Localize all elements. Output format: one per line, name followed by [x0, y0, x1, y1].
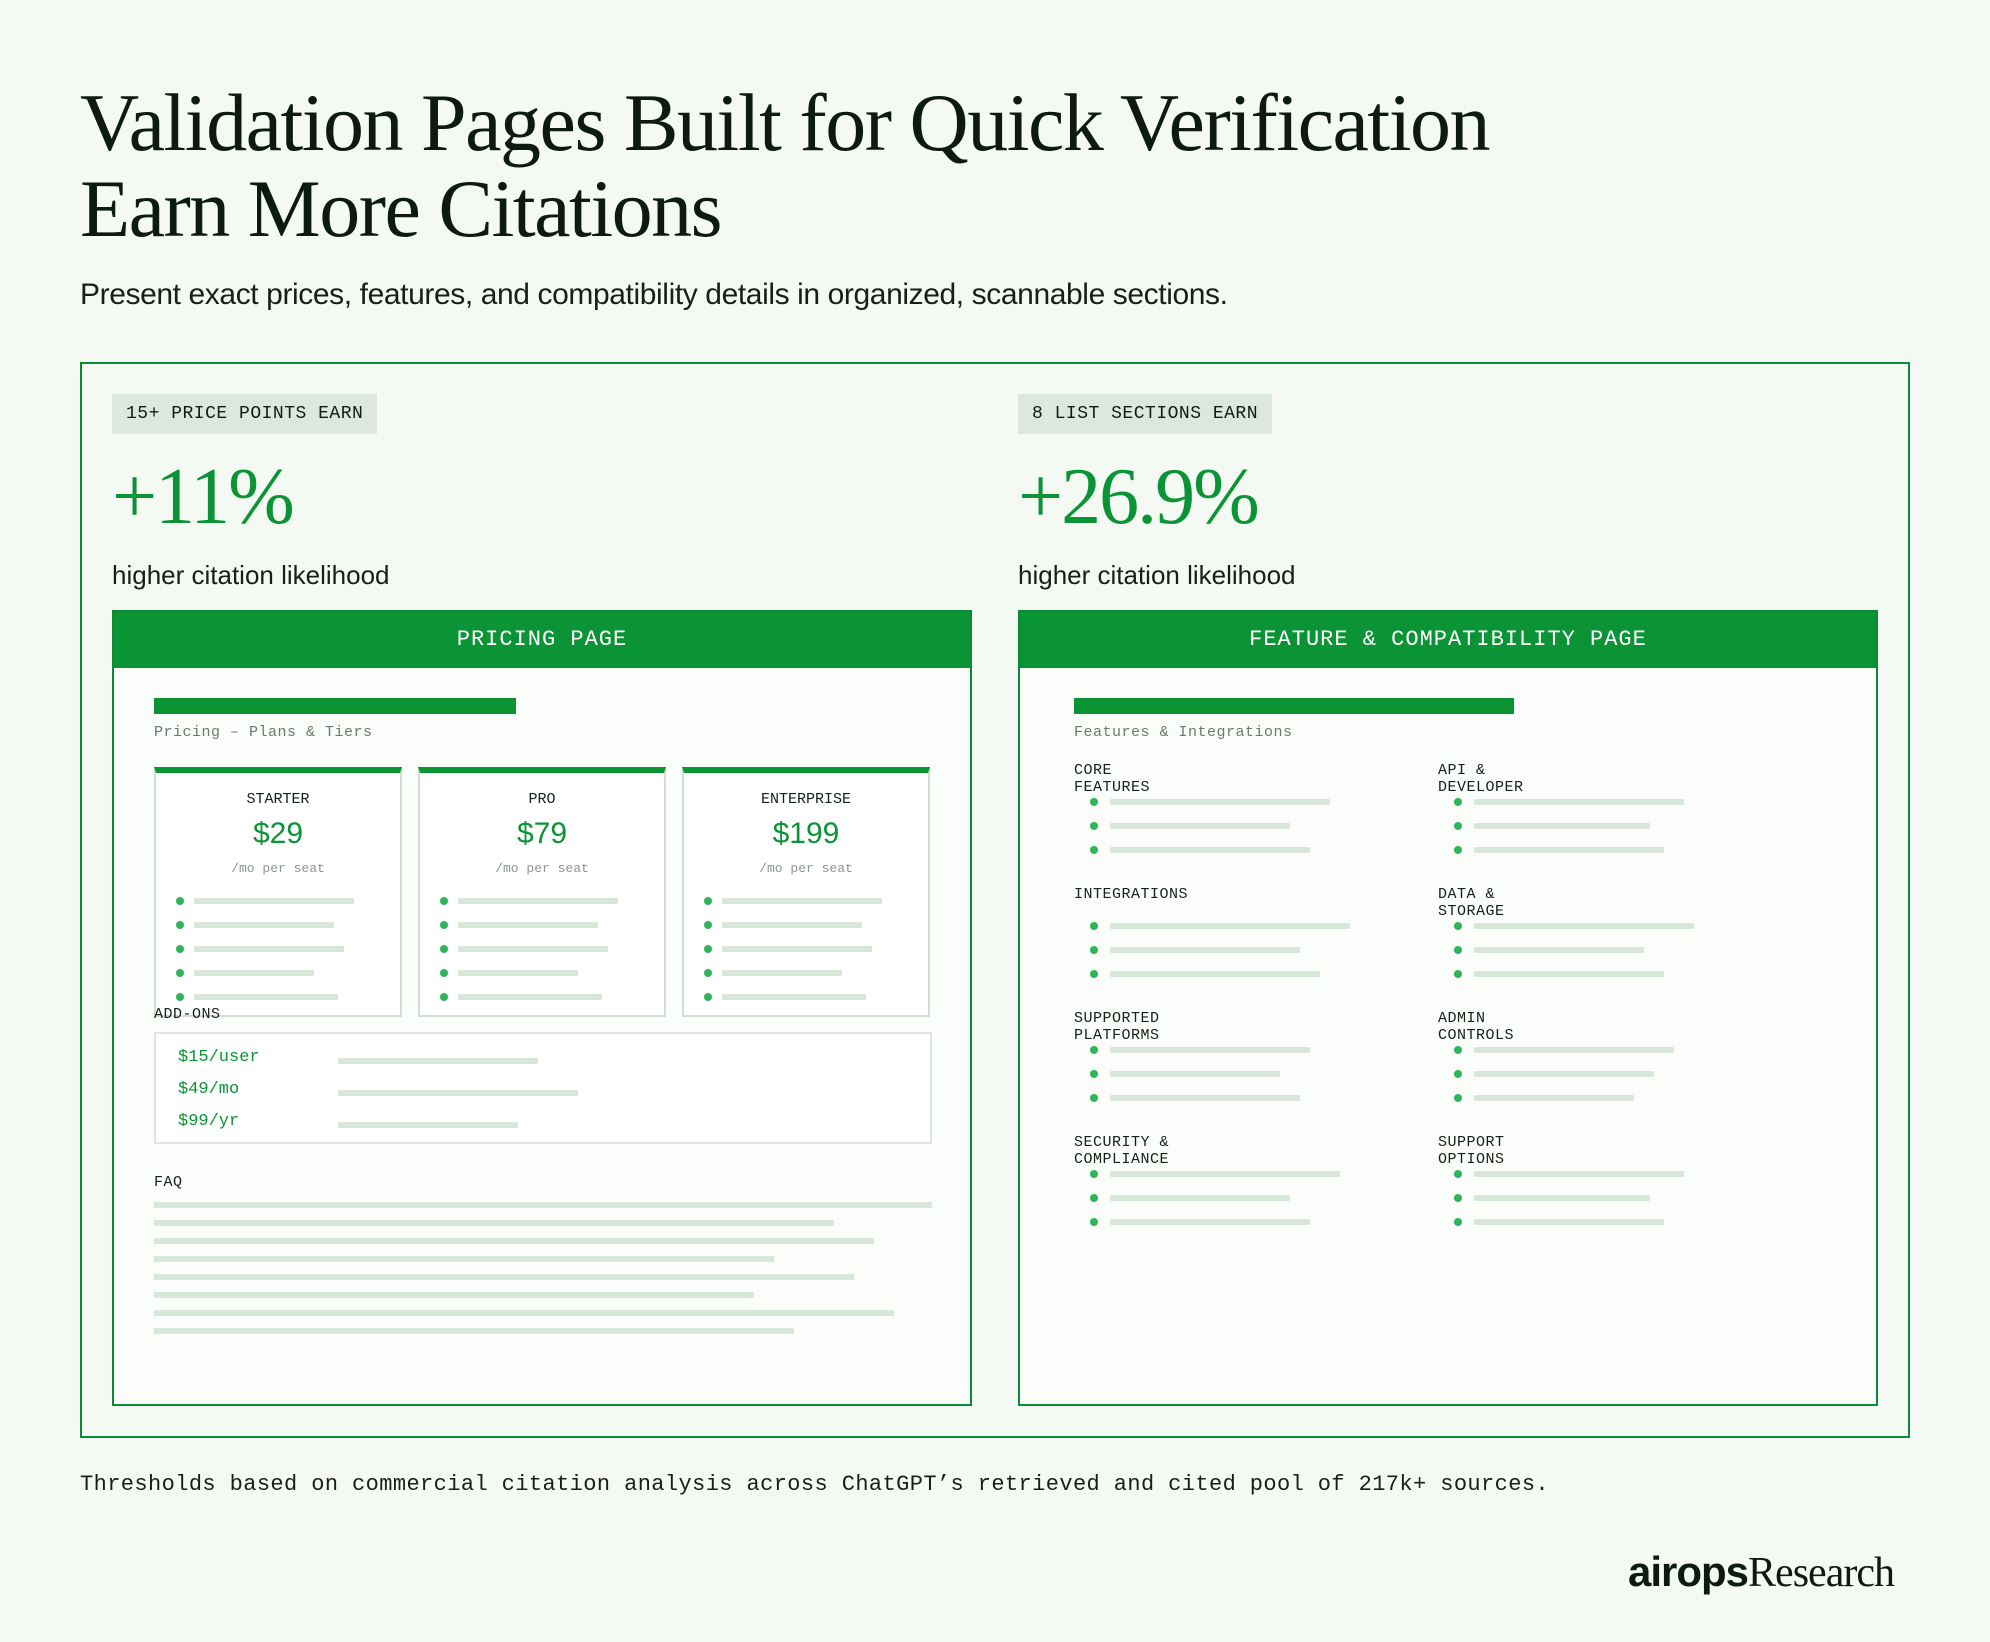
bullet-dot	[1454, 1094, 1462, 1102]
feature-line-placeholder	[722, 898, 882, 904]
feature-line-placeholder	[1474, 1195, 1650, 1201]
footnote: Thresholds based on commercial citation analysis across ChatGPT’s retrieved and cited pool of 217k+ sources.	[80, 1472, 1550, 1497]
faq-line-placeholder	[154, 1238, 874, 1244]
feature-page-header: FEATURE & COMPATIBILITY PAGE	[1020, 612, 1876, 668]
features-stat: +26.9%	[1018, 453, 1258, 541]
feature-line-placeholder	[1110, 799, 1330, 805]
addon-description-placeholder	[338, 1058, 538, 1064]
feature-line-placeholder	[1110, 1195, 1290, 1201]
bullet-dot	[440, 897, 448, 905]
feature-line-placeholder	[722, 922, 862, 928]
feature-line-placeholder	[1110, 1047, 1310, 1053]
bullet-dot	[440, 945, 448, 953]
feature-line-placeholder	[194, 922, 334, 928]
bullet-dot	[1090, 970, 1098, 978]
faq-label: FAQ	[154, 1174, 183, 1191]
airops-research-logo	[1628, 1548, 1894, 1597]
faq-line-placeholder	[154, 1274, 854, 1280]
faq-line-placeholder	[154, 1328, 794, 1334]
tier-price-unit: /mo per seat	[231, 861, 325, 876]
bullet-dot	[440, 921, 448, 929]
bullet-dot	[704, 897, 712, 905]
addons-box	[154, 1032, 932, 1144]
bullet-dot	[1454, 946, 1462, 954]
features-column	[1018, 394, 1878, 591]
feature-line-placeholder	[722, 946, 872, 952]
feature-line-placeholder	[1110, 947, 1300, 953]
bullet-dot	[176, 921, 184, 929]
section-title: SECURITY & COMPLIANCE	[1074, 1134, 1170, 1168]
bullet-dot	[176, 897, 184, 905]
faq-line-placeholder	[154, 1256, 774, 1262]
addon-price: $15/user	[178, 1048, 260, 1067]
comparison-frame	[80, 362, 1910, 1438]
section-title: ADMIN CONTROLS	[1438, 1010, 1515, 1044]
bullet-dot	[1454, 1218, 1462, 1226]
bullet-dot	[704, 969, 712, 977]
features-stat-label: higher citation likelihood	[1018, 560, 1296, 590]
tier-name: STARTER	[246, 791, 310, 808]
bullet-dot	[1090, 1046, 1098, 1054]
tier-card-starter	[154, 767, 402, 1017]
bullet-dot	[1454, 1046, 1462, 1054]
bullet-dot	[440, 993, 448, 1001]
bullet-dot	[1454, 798, 1462, 806]
feature-line-placeholder	[1110, 1071, 1280, 1077]
page-title	[80, 77, 1880, 254]
tier-card-enterprise	[682, 767, 930, 1017]
feature-line-placeholder	[194, 970, 314, 976]
feature-line-placeholder	[458, 946, 608, 952]
section-title: SUPPORTED PLATFORMS	[1074, 1010, 1160, 1044]
feature-line-placeholder	[1474, 1071, 1654, 1077]
feature-title-bar	[1074, 698, 1514, 714]
bullet-dot	[1090, 1094, 1098, 1102]
feature-line-placeholder	[1474, 1171, 1684, 1177]
feature-line-placeholder	[1110, 1171, 1340, 1177]
pricing-page-header: PRICING PAGE	[114, 612, 970, 668]
addon-price: $49/mo	[178, 1080, 240, 1099]
bullet-dot	[704, 993, 712, 1001]
bullet-dot	[1090, 846, 1098, 854]
section-title: API & DEVELOPER	[1438, 762, 1524, 796]
pricing-page-mockup	[112, 610, 972, 1406]
feature-line-placeholder	[194, 994, 338, 1000]
addon-description-placeholder	[338, 1090, 578, 1096]
feature-breadcrumb: Features & Integrations	[1074, 724, 1293, 741]
tier-price: $29	[252, 817, 304, 850]
feature-line-placeholder	[1110, 847, 1310, 853]
pricing-column	[112, 394, 972, 591]
pricing-stat-label: higher citation likelihood	[112, 560, 390, 590]
feature-line-placeholder	[1110, 823, 1290, 829]
bullet-dot	[176, 969, 184, 977]
addon-description-placeholder	[338, 1122, 518, 1128]
feature-page-mockup	[1018, 610, 1878, 1406]
faq-line-placeholder	[154, 1220, 834, 1226]
feature-line-placeholder	[194, 898, 354, 904]
pricing-breadcrumb: Pricing – Plans & Tiers	[154, 724, 373, 741]
tier-name: PRO	[528, 791, 556, 808]
page-subtitle: Present exact prices, features, and compatibility details in organized, scannable sections.	[80, 278, 1228, 311]
section-title: SUPPORT OPTIONS	[1438, 1134, 1505, 1168]
bullet-dot	[1090, 922, 1098, 930]
bullet-dot	[1454, 1194, 1462, 1202]
tier-price: $199	[772, 817, 840, 850]
feature-line-placeholder	[1110, 923, 1350, 929]
bullet-dot	[1090, 1070, 1098, 1078]
section-title: CORE FEATURES	[1074, 762, 1151, 796]
faq-line-placeholder	[154, 1202, 932, 1208]
feature-line-placeholder	[1474, 947, 1644, 953]
feature-line-placeholder	[1110, 1219, 1310, 1225]
feature-line-placeholder	[1474, 823, 1650, 829]
feature-line-placeholder	[722, 994, 866, 1000]
feature-line-placeholder	[1110, 1095, 1300, 1101]
faq-line-placeholder	[154, 1310, 894, 1316]
bullet-dot	[440, 969, 448, 977]
pricing-threshold-tag: 15+ PRICE POINTS EARN	[112, 394, 377, 434]
feature-line-placeholder	[1474, 971, 1664, 977]
title-line-1: Validation Pages Built for Quick Verification	[80, 77, 1489, 168]
section-title: DATA & STORAGE	[1438, 886, 1505, 920]
pricing-title-bar	[154, 698, 516, 714]
bullet-dot	[1090, 798, 1098, 806]
bullet-dot	[1090, 946, 1098, 954]
title-line-2: Earn More Citations	[80, 163, 722, 254]
tier-price-unit: /mo per seat	[495, 861, 589, 876]
bullet-dot	[1090, 822, 1098, 830]
feature-line-placeholder	[722, 970, 842, 976]
pricing-stat: +11%	[112, 453, 293, 541]
faq-line-placeholder	[154, 1292, 754, 1298]
feature-line-placeholder	[458, 994, 602, 1000]
section-title: INTEGRATIONS	[1074, 886, 1189, 903]
feature-line-placeholder	[1474, 847, 1664, 853]
feature-line-placeholder	[1474, 923, 1694, 929]
tier-card-pro	[418, 767, 666, 1017]
addons-label: ADD-ONS	[154, 1006, 221, 1023]
feature-line-placeholder	[1474, 799, 1684, 805]
brand-logo-text: airops	[1628, 1548, 1749, 1595]
features-threshold-tag: 8 LIST SECTIONS EARN	[1018, 394, 1272, 434]
bullet-dot	[1454, 822, 1462, 830]
feature-line-placeholder	[1110, 971, 1320, 977]
brand-word: Research	[1748, 1550, 1894, 1596]
bullet-dot	[1090, 1194, 1098, 1202]
feature-line-placeholder	[1474, 1219, 1664, 1225]
bullet-dot	[176, 993, 184, 1001]
feature-line-placeholder	[1474, 1047, 1674, 1053]
bullet-dot	[1454, 846, 1462, 854]
bullet-dot	[1454, 970, 1462, 978]
bullet-dot	[704, 945, 712, 953]
bullet-dot	[704, 921, 712, 929]
tier-price: $79	[516, 817, 568, 850]
bullet-dot	[1454, 1170, 1462, 1178]
feature-line-placeholder	[1474, 1095, 1634, 1101]
addon-price: $99/yr	[178, 1112, 240, 1131]
feature-line-placeholder	[458, 970, 578, 976]
bullet-dot	[176, 945, 184, 953]
tier-price-unit: /mo per seat	[759, 861, 853, 876]
bullet-dot	[1090, 1218, 1098, 1226]
feature-line-placeholder	[458, 922, 598, 928]
bullet-dot	[1454, 1070, 1462, 1078]
bullet-dot	[1454, 922, 1462, 930]
feature-line-placeholder	[194, 946, 344, 952]
tier-name: ENTERPRISE	[760, 791, 851, 808]
feature-line-placeholder	[458, 898, 618, 904]
bullet-dot	[1090, 1170, 1098, 1178]
